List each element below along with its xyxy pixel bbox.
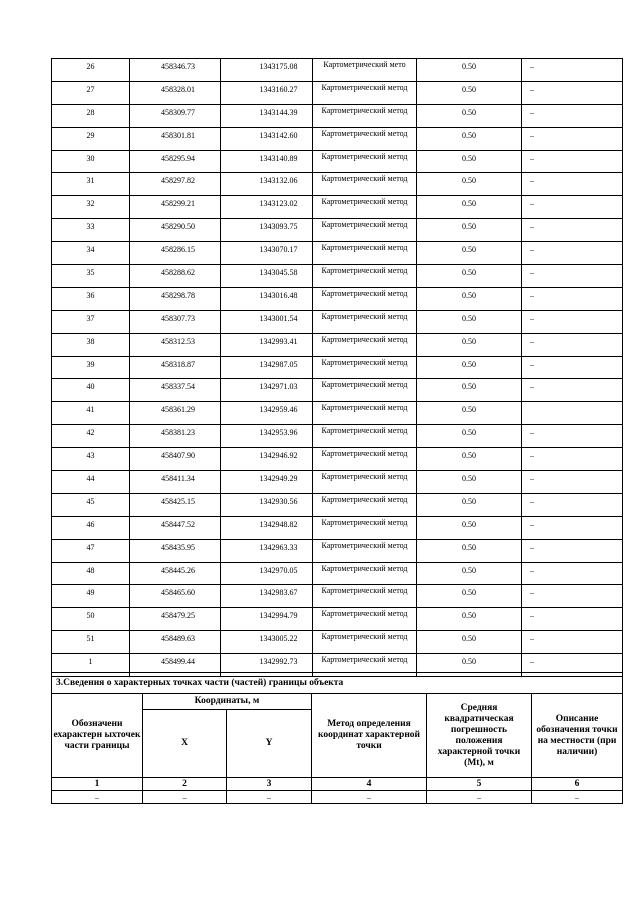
method-cell: Картометрический метод [313, 448, 417, 471]
table-row [52, 104, 623, 127]
method-cell: Картометрический метод [313, 196, 417, 219]
x-coordinate-cell: 458286.15 [130, 242, 221, 265]
point-number-cell: 33 [52, 219, 130, 242]
y-coordinate-cell: 1342946.92 [221, 448, 313, 471]
empty-cell: – [312, 791, 427, 804]
point-number-cell: 28 [52, 104, 130, 127]
y-coordinate-cell: 1343045.58 [221, 265, 313, 288]
y-coordinate-cell: 1342930.56 [221, 493, 313, 516]
y-coordinate-cell: 1343140.89 [221, 150, 313, 173]
precision-cell: 0.50 [417, 104, 522, 127]
method-cell: Картометрический метод [313, 402, 417, 425]
x-coordinate-cell: 458299.21 [130, 196, 221, 219]
coordinates-table [51, 58, 623, 677]
y-coordinate-cell: 1343142.60 [221, 127, 313, 150]
x-coordinate-cell: 458298.78 [130, 287, 221, 310]
point-number-cell: 27 [52, 81, 130, 104]
point-number-cell: 32 [52, 196, 130, 219]
method-cell: Картометрический метод [313, 333, 417, 356]
precision-cell: 0.50 [417, 471, 522, 494]
precision-cell: 0.50 [417, 493, 522, 516]
method-cell: Картометрический метод [313, 127, 417, 150]
table-row [52, 81, 623, 104]
y-coordinate-cell: 1342953.96 [221, 425, 313, 448]
table-row [52, 196, 623, 219]
point-number-cell: 30 [52, 150, 130, 173]
description-cell: – [522, 310, 623, 333]
point-number-cell: 37 [52, 310, 130, 333]
method-cell: Картометрический метод [313, 631, 417, 654]
header-description: Описание обозначения точки на местности (при наличии) [532, 694, 623, 778]
method-cell: Картометрический метод [313, 242, 417, 265]
table-row [52, 333, 623, 356]
y-coordinate-cell: 1342992.73 [221, 654, 313, 677]
x-coordinate-cell: 458479.25 [130, 608, 221, 631]
column-number: 4 [312, 778, 427, 791]
point-number-cell: 34 [52, 242, 130, 265]
point-number-cell: 50 [52, 608, 130, 631]
column-number: 5 [427, 778, 532, 791]
table-row [52, 310, 623, 333]
header-method: Метод определения координат характерной точки [312, 694, 427, 778]
y-coordinate-cell: 1343144.39 [221, 104, 313, 127]
precision-cell: 0.50 [417, 516, 522, 539]
point-number-cell: 41 [52, 402, 130, 425]
description-cell: – [522, 287, 623, 310]
table-row [52, 379, 623, 402]
y-coordinate-cell: 1343123.02 [221, 196, 313, 219]
header-y: Y [227, 710, 312, 778]
table-row [52, 265, 623, 288]
y-coordinate-cell: 1343175.08 [221, 59, 313, 82]
x-coordinate-cell: 458425.15 [130, 493, 221, 516]
point-number-cell: 29 [52, 127, 130, 150]
table-row [52, 287, 623, 310]
precision-cell: 0.50 [417, 356, 522, 379]
x-coordinate-cell: 458381.23 [130, 425, 221, 448]
x-coordinate-cell: 458295.94 [130, 150, 221, 173]
precision-cell: 0.50 [417, 631, 522, 654]
y-coordinate-cell: 1342948.82 [221, 516, 313, 539]
description-cell: – [522, 425, 623, 448]
y-coordinate-cell: 1343093.75 [221, 219, 313, 242]
point-number-cell: 44 [52, 471, 130, 494]
table-row [52, 562, 623, 585]
description-cell: – [522, 196, 623, 219]
method-cell: Картометрический метод [313, 516, 417, 539]
method-cell: Картометрический метод [313, 608, 417, 631]
y-coordinate-cell: 1342993.41 [221, 333, 313, 356]
y-coordinate-cell: 1342987.05 [221, 356, 313, 379]
method-cell: Картометрический метод [313, 379, 417, 402]
description-cell: – [522, 631, 623, 654]
y-coordinate-cell: 1342963.33 [221, 539, 313, 562]
table-row [52, 402, 623, 425]
y-coordinate-cell: 1343001.54 [221, 310, 313, 333]
y-coordinate-cell: 1342983.67 [221, 585, 313, 608]
description-cell: – [522, 471, 623, 494]
point-number-cell: 43 [52, 448, 130, 471]
method-cell: Картометрический метод [313, 356, 417, 379]
point-number-cell: 47 [52, 539, 130, 562]
method-cell: Картометрический метод [313, 81, 417, 104]
method-cell: Картометрический метод [313, 265, 417, 288]
description-cell: – [522, 448, 623, 471]
table-row [52, 127, 623, 150]
description-cell: – [522, 356, 623, 379]
empty-cell: – [143, 791, 227, 804]
x-coordinate-cell: 458337.54 [130, 379, 221, 402]
point-number-cell: 40 [52, 379, 130, 402]
table-row [52, 585, 623, 608]
point-number-cell: 45 [52, 493, 130, 516]
header-x: X [143, 710, 227, 778]
precision-cell: 0.50 [417, 539, 522, 562]
point-number-cell: 51 [52, 631, 130, 654]
column-number: 2 [143, 778, 227, 791]
precision-cell: 0.50 [417, 448, 522, 471]
precision-cell: 0.50 [417, 379, 522, 402]
y-coordinate-cell: 1343160.27 [221, 81, 313, 104]
description-cell: – [522, 59, 623, 82]
point-number-cell: 39 [52, 356, 130, 379]
header-designation: Обозначени ехарактерн ыхточек части границы [52, 694, 143, 778]
x-coordinate-cell: 458309.77 [130, 104, 221, 127]
description-cell: – [522, 242, 623, 265]
y-coordinate-cell: 1342971.03 [221, 379, 313, 402]
precision-cell: 0.50 [417, 242, 522, 265]
point-number-cell: 36 [52, 287, 130, 310]
table-row [52, 631, 623, 654]
precision-cell: 0.50 [417, 425, 522, 448]
precision-cell: 0.50 [417, 310, 522, 333]
method-cell: Картометрический метод [313, 287, 417, 310]
precision-cell: 0.50 [417, 150, 522, 173]
method-cell: Картометрический метод [313, 539, 417, 562]
precision-cell: 0.50 [417, 219, 522, 242]
description-cell: – [522, 654, 623, 677]
precision-cell: 0.50 [417, 402, 522, 425]
coordinates-table-body [52, 59, 623, 677]
precision-cell: 0.50 [417, 265, 522, 288]
description-cell: – [522, 562, 623, 585]
description-cell: – [522, 585, 623, 608]
point-number-cell: 26 [52, 59, 130, 82]
table-row [52, 608, 623, 631]
method-cell: Картометрический метод [313, 173, 417, 196]
x-coordinate-cell: 458328.01 [130, 81, 221, 104]
y-coordinate-cell: 1343016.48 [221, 287, 313, 310]
precision-cell: 0.50 [417, 654, 522, 677]
table-row [52, 242, 623, 265]
y-coordinate-cell: 1342959.46 [221, 402, 313, 425]
description-cell: – [522, 379, 623, 402]
precision-cell: 0.50 [417, 127, 522, 150]
x-coordinate-cell: 458407.90 [130, 448, 221, 471]
y-coordinate-cell: 1342994.79 [221, 608, 313, 631]
table-row [52, 59, 623, 82]
x-coordinate-cell: 458445.26 [130, 562, 221, 585]
empty-cell: – [427, 791, 532, 804]
description-cell [522, 402, 623, 425]
precision-cell: 0.50 [417, 608, 522, 631]
x-coordinate-cell: 458297.82 [130, 173, 221, 196]
precision-cell: 0.50 [417, 173, 522, 196]
table-row [52, 173, 623, 196]
table-row [52, 219, 623, 242]
table-row [52, 425, 623, 448]
section3-title: 3.Сведения о характерных точках части (частей) границы объекта [52, 673, 623, 694]
point-number-cell: 42 [52, 425, 130, 448]
precision-cell: 0.50 [417, 333, 522, 356]
x-coordinate-cell: 458318.87 [130, 356, 221, 379]
description-cell: – [522, 265, 623, 288]
table-row [52, 150, 623, 173]
x-coordinate-cell: 458301.81 [130, 127, 221, 150]
x-coordinate-cell: 458465.60 [130, 585, 221, 608]
precision-cell: 0.50 [417, 287, 522, 310]
table-row [52, 356, 623, 379]
point-number-cell: 1 [52, 654, 130, 677]
point-number-cell: 35 [52, 265, 130, 288]
method-cell: Картометрический метод [313, 562, 417, 585]
empty-cell: – [532, 791, 623, 804]
method-cell: Картометрический метод [313, 425, 417, 448]
method-cell: Картометрический мето [313, 59, 417, 82]
description-cell: – [522, 493, 623, 516]
description-cell: – [522, 173, 623, 196]
method-cell: Картометрический метод [313, 654, 417, 677]
description-cell: – [522, 539, 623, 562]
description-cell: – [522, 127, 623, 150]
header-coordinates: Координаты, м [143, 694, 312, 710]
y-coordinate-cell: 1343132.06 [221, 173, 313, 196]
description-cell: – [522, 219, 623, 242]
empty-cell: – [52, 791, 143, 804]
method-cell: Картометрический метод [313, 150, 417, 173]
section3-table [51, 672, 623, 804]
column-number: 1 [52, 778, 143, 791]
description-cell: – [522, 150, 623, 173]
method-cell: Картометрический метод [313, 493, 417, 516]
description-cell: – [522, 608, 623, 631]
description-cell: – [522, 333, 623, 356]
y-coordinate-cell: 1343070.17 [221, 242, 313, 265]
x-coordinate-cell: 458489.63 [130, 631, 221, 654]
point-number-cell: 48 [52, 562, 130, 585]
y-coordinate-cell: 1342970.05 [221, 562, 313, 585]
description-cell: – [522, 104, 623, 127]
column-number: 3 [227, 778, 312, 791]
x-coordinate-cell: 458361.29 [130, 402, 221, 425]
precision-cell: 0.50 [417, 562, 522, 585]
method-cell: Картометрический метод [313, 310, 417, 333]
x-coordinate-cell: 458312.53 [130, 333, 221, 356]
header-precision: Средняя квадратическая погрешность положения характерной точки (Mt), м [427, 694, 532, 778]
method-cell: Картометрический метод [313, 104, 417, 127]
point-number-cell: 38 [52, 333, 130, 356]
table-row [52, 471, 623, 494]
table-row [52, 448, 623, 471]
description-cell: – [522, 81, 623, 104]
table-row [52, 516, 623, 539]
column-number: 6 [532, 778, 623, 791]
precision-cell: 0.50 [417, 81, 522, 104]
table-row [52, 539, 623, 562]
description-cell: – [522, 516, 623, 539]
table-row [52, 493, 623, 516]
x-coordinate-cell: 458288.62 [130, 265, 221, 288]
x-coordinate-cell: 458411.34 [130, 471, 221, 494]
precision-cell: 0.50 [417, 196, 522, 219]
method-cell: Картометрический метод [313, 585, 417, 608]
method-cell: Картометрический метод [313, 471, 417, 494]
point-number-cell: 31 [52, 173, 130, 196]
x-coordinate-cell: 458447.52 [130, 516, 221, 539]
point-number-cell: 49 [52, 585, 130, 608]
method-cell: Картометрический метод [313, 219, 417, 242]
precision-cell: 0.50 [417, 59, 522, 82]
y-coordinate-cell: 1343005.22 [221, 631, 313, 654]
x-coordinate-cell: 458346.73 [130, 59, 221, 82]
x-coordinate-cell: 458499.44 [130, 654, 221, 677]
y-coordinate-cell: 1342949.29 [221, 471, 313, 494]
point-number-cell: 46 [52, 516, 130, 539]
precision-cell: 0.50 [417, 585, 522, 608]
x-coordinate-cell: 458307.73 [130, 310, 221, 333]
empty-cell: – [227, 791, 312, 804]
x-coordinate-cell: 458290.50 [130, 219, 221, 242]
x-coordinate-cell: 458435.95 [130, 539, 221, 562]
